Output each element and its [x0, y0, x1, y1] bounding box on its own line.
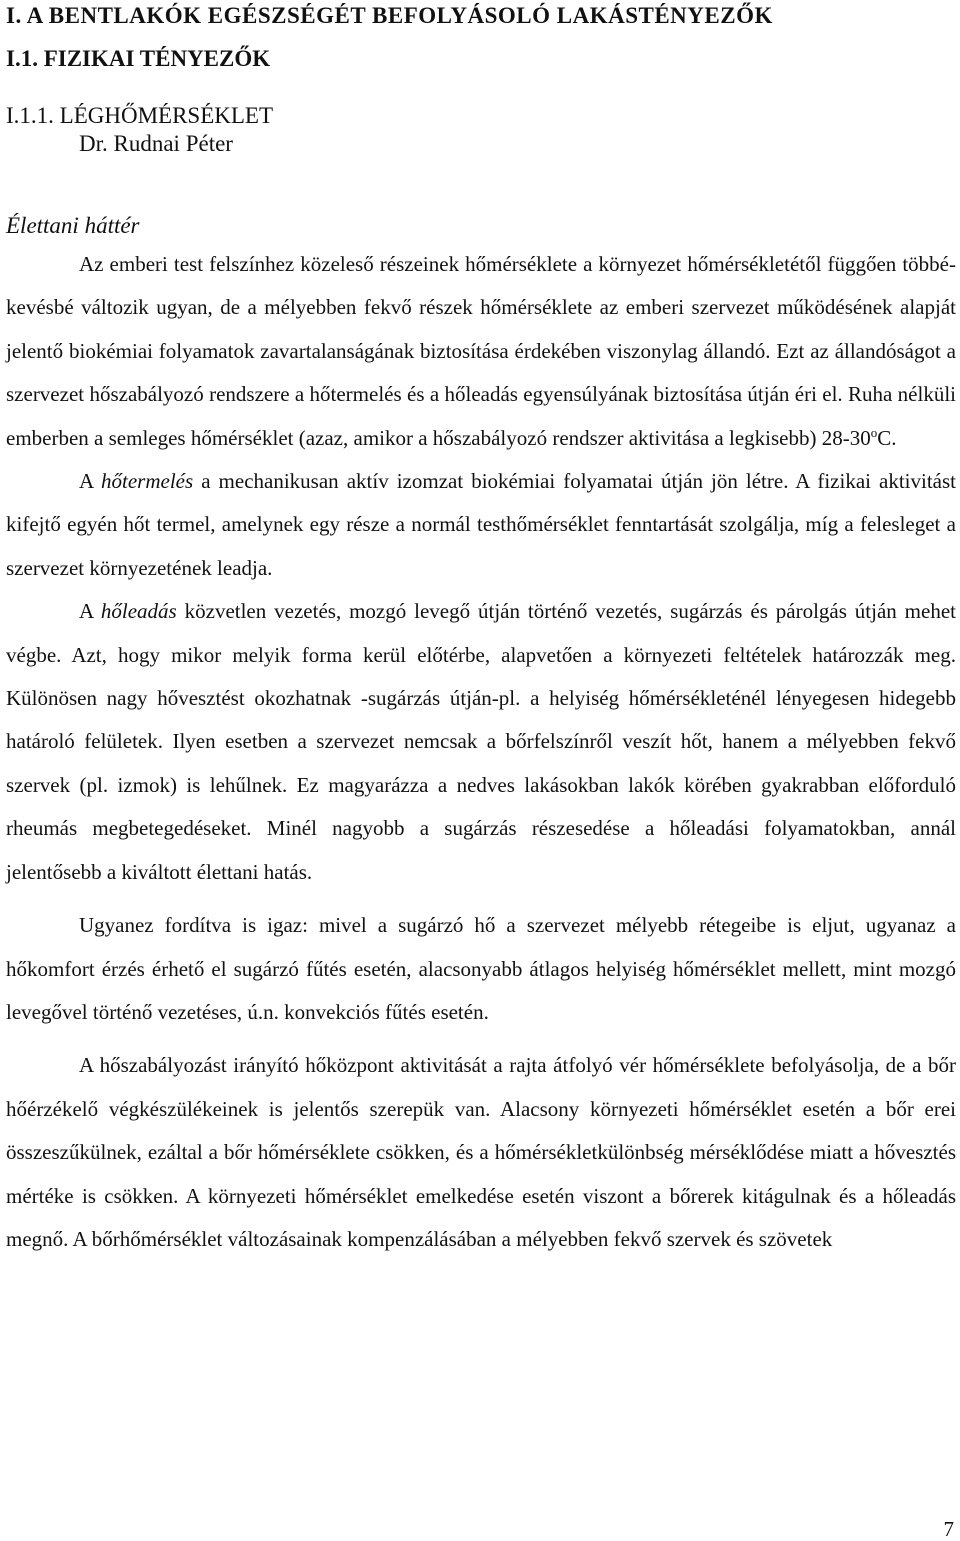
section-title: Élettani háttér [6, 213, 140, 238]
paragraph-4: Ugyanez fordítva is igaz: mivel a sugárzó hő a szervezet mélyebb rétegeibe is eljut, ugyanaz a hőkomfort érzés érhető el sugárzó fűtés esetén, alacsonyabb átlagos helyiség hőmérséklet mellett, mint mozgó levegővel történő vezetéses, ú.n. konvekciós fűtés esetén. [6, 913, 956, 1024]
term-hotermeles: hőtermelés [101, 469, 194, 494]
paragraph-1-tail: C. [877, 425, 897, 450]
paragraph-3 [6, 590, 956, 894]
paragraph-2-lead: A [79, 469, 102, 494]
paragraph-3-text: közvetlen vezetés, mozgó levegő útján történő vezetés, sugárzás és párolgás útján mehet végbe. Azt, hogy mikor melyik forma kerül előtérbe, alapvetően a környezeti feltételek határozzák meg. Különösen nagy hővesztést okozhatnak -sugárzás útján-pl. a helyiség hőmérsékleténél lényegesen hidegebb határoló felületek. Ilyen esetben a szervezet nemcsak a bőrfelszínről veszít hőt, hanem a mélyebben fekvő szervek (pl. izmok) is lehűlnek. Ez magyarázza a nedves lakásokban lakók körében gyakrabban előforduló rheumás megbetegedéseket. Minél nagyobb a sugárzás részesedése a hőleadási folyamatokban, annál jelentősebb a kiváltott élettani hatás. [6, 599, 956, 884]
subsection-heading: I.1.1. LÉGHŐMÉRSÉKLET [6, 103, 274, 128]
section-heading: I.1. FIZIKAI TÉNYEZŐK [6, 46, 271, 71]
paragraph-3-lead: A [79, 599, 101, 624]
paragraph-2-text: a mechanikusan aktív izomzat biokémiai folyamatai útján jön létre. A fizikai aktivitást kifejtő egyén hőt termel, amelynek egy része a normál testhőmérséklet fenntartását szolgálja, míg a felesleget a szervezet környezetének leadja. [6, 469, 956, 580]
term-holeadas: hőleadás [100, 599, 177, 624]
page-number: 7 [943, 1517, 954, 1541]
paragraph-1 [6, 243, 956, 460]
paragraph-1-text: Az emberi test felszínhez közeleső részeinek hőmérséklete a környezet hőmérsékletétől függően többé-kevésbé változik ugyan, de a mélyebben fekvő részek hőmérséklete az emberi szervezet működésének alapját jelentő biokémiai folyamatok zavartalanságának biztosítása érdekében viszonylag állandó. Ezt az állandóságot a szervezet hőszabályozó rendszere a hőtermelés és a hőleadás egyensúlyának biztosítása útján éri el. Ruha nélküli emberben a semleges hőmérséklet (azaz, amikor a hőszabályozó rendszer aktivitása a legkisebb) 28-30 [6, 252, 956, 450]
author-name: Dr. Rudnai Péter [79, 131, 233, 156]
paragraph-5: A hőszabályozást irányító hőközpont aktivitását a rajta átfolyó vér hőmérséklete befolyásolja, de a bőr hőérzékelő végkészülékeinek is jelentős szerepük van. Alacsony környezeti hőmérséklet esetén a bőr erei összeszűkülnek, ezáltal a bőr hőmérséklete csökken, és a hőmérsékletkülönbség mérséklődése miatt a hővesztés mértéke is csökken. A környezeti hőmérséklet emelkedése esetén viszont a bőrerek kitágulnak és a hőleadás megnő. A bőrhőmérséklet változásainak kompenzálásában a mélyebben fekvő szervek és szövetek [6, 1053, 956, 1251]
degree-superscript: o [870, 424, 878, 440]
body-text [6, 243, 956, 1261]
chapter-heading: I. A BENTLAKÓK EGÉSZSÉGÉT BEFOLYÁSOLÓ LAKÁSTÉNYEZŐK [6, 3, 773, 28]
paragraph-2 [6, 460, 956, 590]
